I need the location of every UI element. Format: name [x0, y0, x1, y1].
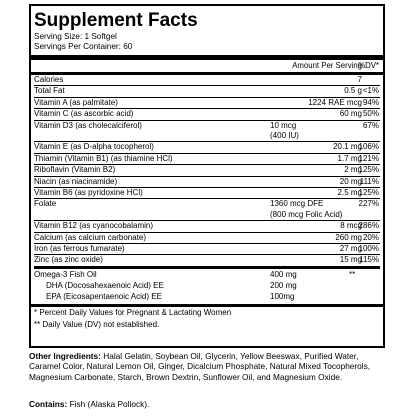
nutrient-name: Folate — [34, 199, 57, 209]
amount-header: Amount Per Serving — [292, 61, 362, 70]
nutrient-name: Total Fat — [34, 86, 65, 96]
nutrient-amount: 60 mg — [339, 109, 362, 119]
omega-name: Omega-3 Fish Oil — [34, 269, 97, 279]
nutrient-amount: 7 — [357, 75, 362, 84]
nutrient-amount: 20 mg — [339, 176, 362, 186]
nutrient-amount: 2.5 mg — [337, 187, 362, 197]
contains-text: Fish (Alaska Pollock). — [69, 399, 150, 409]
nutrient-name: Riboflavin (Vitamin B2) — [34, 165, 116, 175]
nutrient-amount: 8 mcg — [340, 221, 362, 231]
panel-title: Supplement Facts — [34, 10, 198, 31]
nutrient-amount: 1224 RAE mcg — [308, 97, 362, 107]
omega-dv: ** — [349, 269, 356, 279]
nutrient-amount-secondary: (800 mcg Folic Acid) — [270, 209, 343, 219]
nutrient-row — [34, 176, 380, 187]
dv-header: %DV* — [358, 61, 379, 70]
nutrient-row — [34, 85, 380, 96]
nutrient-name: Niacin (as niacinamide) — [34, 176, 118, 186]
nutrient-row — [34, 97, 380, 108]
nutrient-row — [34, 187, 380, 198]
nutrient-name: Zinc (as zinc oxide) — [34, 255, 103, 265]
omega-sub-name: DHA (Docosahexaenoic Acid) EE — [46, 280, 164, 290]
nutrient-row — [34, 141, 380, 152]
nutrient-row — [34, 120, 380, 142]
nutrient-name: Vitamin B6 (as pyridoxine HCl) — [34, 187, 143, 197]
omega-sub-name: EPA (Eicosapentaenoic Acid) EE — [46, 292, 162, 302]
nutrient-dv: 94% — [362, 97, 379, 107]
omega-section — [34, 266, 380, 305]
nutrient-dv: 227% — [358, 199, 379, 209]
other-ingredients-text: Halal Gelatin, Soybean Oil, Glycerin, Yellow Beeswax, Purified Water, Caramel Color, Natural Lemon Oil, Ginger, Dicalcium Phosphate, Natural Mixed Tocopherols, Magnesium Carbonate, Starch, Brown Dextrin, Sunflower Oil, and Magnesium Oxide. — [29, 351, 371, 382]
nutrient-amount: 20.1 mg — [333, 142, 362, 152]
nutrient-row — [34, 198, 380, 220]
contains-label: Contains: — [29, 399, 68, 409]
nutrient-name: Vitamin D3 (as cholecalciferol) — [34, 120, 142, 130]
nutrient-name: Vitamin A (as palmitate) — [34, 97, 118, 107]
nutrient-dv: 286% — [358, 221, 379, 231]
nutrient-dv: 125% — [358, 187, 379, 197]
servings-per-container: Servings Per Container: 60 — [34, 42, 133, 51]
nutrient-name: Vitamin B12 (as cyanocobalamin) — [34, 221, 154, 231]
footnote-2: ** Daily Value (DV) not established. — [34, 319, 160, 329]
nutrient-dv: 115% — [359, 255, 379, 265]
nutrient-amount: 1.7 mg — [337, 153, 362, 163]
nutrient-amount: 260 mg — [335, 232, 362, 242]
nutrient-dv: 125% — [358, 165, 379, 175]
column-header — [34, 60, 380, 72]
nutrient-dv: 121% — [358, 153, 379, 163]
nutrient-dv: 50% — [362, 109, 379, 119]
other-ingredients — [29, 351, 389, 382]
omega-amount: 400 mg — [270, 269, 297, 279]
allergen-contains — [29, 399, 389, 409]
nutrient-amount-secondary: (400 IU) — [270, 130, 299, 140]
nutrient-amount: 10 mcg — [270, 120, 297, 130]
serving-size: Serving Size: 1 Softgel — [34, 32, 117, 41]
nutrient-row — [34, 164, 380, 175]
nutrient-amount: 27 mg — [339, 243, 362, 253]
footnote-1: * Percent Daily Values for Pregnant & Lactating Women — [34, 308, 232, 318]
nutrient-amount: 2 mg — [344, 165, 362, 175]
nutrient-row — [34, 220, 380, 231]
nutrient-dv: 20% — [362, 232, 379, 242]
omega-sub-amount: 100mg — [270, 292, 295, 302]
nutrient-name: Vitamin E (as D-alpha tocopherol) — [34, 142, 154, 152]
nutrient-row — [34, 254, 380, 265]
nutrient-dv: 106% — [358, 142, 379, 152]
nutrient-dv: 67% — [362, 120, 379, 130]
nutrient-dv: 100% — [358, 243, 379, 253]
other-ingredients-label: Other Ingredients: — [29, 351, 101, 361]
nutrient-row — [34, 232, 380, 243]
nutrient-amount: 1360 mcg DFE — [270, 199, 324, 209]
nutrient-row — [34, 153, 380, 164]
omega-sub-amount: 200 mg — [270, 280, 297, 290]
nutrient-row — [34, 243, 380, 254]
nutrient-name: Thiamin (Vitamin B1) (as thiamine HCl) — [34, 153, 173, 163]
nutrient-name: Calcium (as calcium carbonate) — [34, 232, 147, 242]
nutrient-row — [34, 75, 380, 85]
nutrient-amount: 15 mg — [339, 255, 362, 265]
nutrient-name: Iron (as ferrous fumarate) — [34, 243, 125, 253]
nutrient-rows — [34, 75, 380, 266]
nutrient-name: Calories — [34, 75, 64, 84]
nutrient-row — [34, 108, 380, 119]
supplement-facts-panel — [29, 4, 385, 348]
nutrient-amount: 0.5 g — [344, 86, 362, 96]
nutrient-name: Vitamin C (as ascorbic acid) — [34, 109, 134, 119]
nutrient-dv: 111% — [359, 176, 379, 186]
nutrient-dv: <1% — [362, 86, 379, 96]
